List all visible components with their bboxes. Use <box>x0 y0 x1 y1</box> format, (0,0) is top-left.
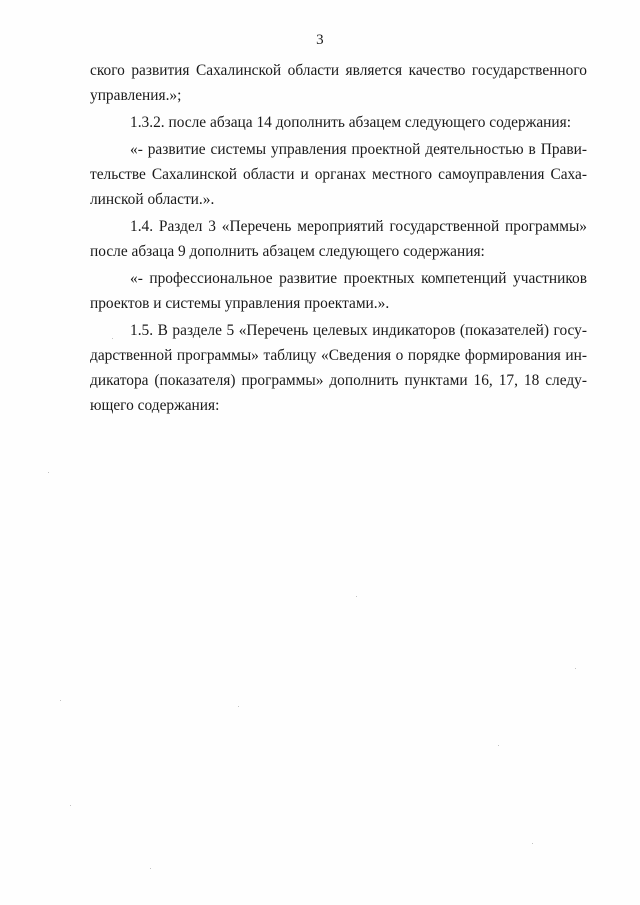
text-line: 1.5. В разделе 5 «Перечень целевых индикаторов (показателей) госу- <box>130 322 587 339</box>
scan-speck <box>238 706 239 707</box>
text-line: 1.4. Раздел 3 «Перечень мероприятий государственной программы» <box>130 218 587 235</box>
text-line: ющего содержания: <box>90 397 220 414</box>
paragraph-1-3-2 <box>90 110 587 135</box>
scan-speck <box>70 805 71 806</box>
text-line: тельстве Сахалинской области и органах местного самоуправления Саха- <box>90 166 587 183</box>
text-line: ского развития Сахалинской области является качество государственного <box>90 62 587 79</box>
scan-speck <box>356 596 357 597</box>
scan-speck <box>532 843 533 844</box>
scan-speck <box>60 700 61 701</box>
text-line: линской области.». <box>90 191 215 208</box>
paragraph-1-5 <box>90 318 587 418</box>
scan-speck <box>112 338 113 339</box>
scan-speck <box>575 668 576 669</box>
paragraph-continuation <box>90 58 587 108</box>
text-line: после абзаца 9 дополнить абзацем следующего содержания: <box>90 243 485 260</box>
text-line: дикатора (показателя) программы» дополнить пунктами 16, 17, 18 следу- <box>90 372 587 389</box>
scan-speck <box>48 472 49 473</box>
paragraph-quote-project-management <box>90 137 587 212</box>
scan-speck <box>498 745 499 746</box>
text-line: 1.3.2. после абзаца 14 дополнить абзацем следующего содержания: <box>130 114 571 131</box>
scan-speck <box>150 868 151 869</box>
paragraph-quote-competencies <box>90 266 587 316</box>
page-number: 3 <box>316 32 324 48</box>
text-line: управления.»; <box>90 87 182 104</box>
text-line: «- профессиональное развитие проектных компетенций участников <box>130 270 587 287</box>
text-line: дарственной программы» таблицу «Сведения о порядке формирования ин- <box>90 347 587 364</box>
text-line: проектов и системы управления проектами.». <box>90 295 390 312</box>
text-line: «- развитие системы управления проектной деятельностью в Прави- <box>130 141 587 158</box>
paragraph-1-4 <box>90 214 587 264</box>
document-body <box>90 58 587 418</box>
